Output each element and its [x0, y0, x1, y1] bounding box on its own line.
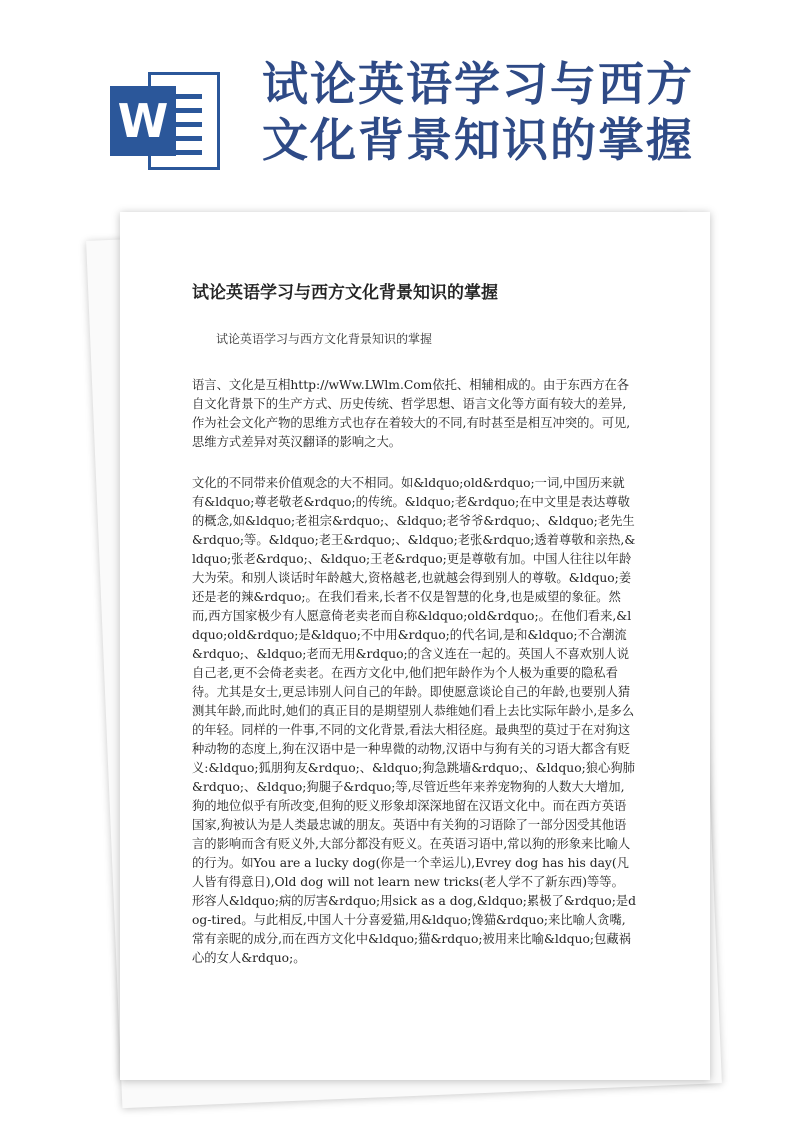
document-page: [120, 212, 710, 1080]
word-logo-letter: W: [110, 86, 176, 156]
document-subtitle: 试论英语学习与西方文化背景知识的掌握: [216, 332, 433, 346]
document-title: 试论英语学习与西方文化背景知识的掌握: [192, 283, 498, 303]
header: [0, 0, 800, 200]
paragraph-2: 文化的不同带来价值观念的大不相同。如&ldquo;old&rdquo;一词,中国历来就有&ldquo;尊老敬老&rdquo;的传统。&ldquo;老&rdquo;在中文里是表达尊敬的概念,如&ldquo;老祖宗&rdquo;、&ldquo;老爷爷&rdquo;、&ldquo;老先生&rdquo;等。&ldquo;老王&rdquo;、&ldquo;老张&rdquo;透着尊敬和亲热,&ldquo;张老&rdquo;、&ldquo;王老&rdquo;更是尊敬有加。中国人往往以年龄大为荣。和别人谈话时年龄越大,资格越老,也就越会得到别人的尊敬。&ldquo;姜还是老的辣&rdquo;。在我们看来,长者不仅是智慧的化身,也是威望的象征。然而,西方国家极少有人愿意倚老卖老而自称&ldquo;old&rdquo;。在他们看来,&ldquo;old&rdquo;是&ldquo;不中用&rdquo;的代名词,是和&ldquo;不合潮流&rdquo;、&ldquo;老而无用&rdquo;的含义连在一起的。英国人不喜欢别人说自己老,更不会倚老卖老。在西方文化中,他们把年龄作为个人极为重要的隐私看待。尤其是女士,更忌讳别人问自己的年龄。即使愿意谈论自己的年龄,也要别人猜测其年龄,而此时,她们的真正目的是期望别人恭维她们看上去比实际年龄小,是多么的年轻。同样的一件事,不同的文化背景,看法大相径庭。最典型的莫过于在对狗这种动物的态度上,狗在汉语中是一种卑微的动物,汉语中与狗有关的习语大都含有贬义:&ldquo;狐朋狗友&rdquo;、&ldquo;狗急跳墙&rdquo;、&ldquo;狼心狗肺&rdquo;、&ldquo;狗腿子&rdquo;等,尽管近些年来养宠物狗的人数大大增加,狗的地位似乎有所改变,但狗的贬义形象却深深地留在汉语文化中。而在西方英语国家,狗被认为是人类最忠诚的朋友。英语中有关狗的习语除了一部分因受其他语言的影响而含有贬义外,大部分都没有贬义。在英语习语中,常以狗的形象来比喻人的行为。如You are a lucky dog(你是一个幸运儿),Evrey dog has his day(凡人皆有得意日),Old dog will not learn new tricks(老人学不了新东西)等等。形容人&ldquo;病的厉害&rdquo;用sick as a dog,&ldquo;累极了&rdquo;是dog-tired。与此相反,中国人十分喜爱猫,用&ldquo;馋猫&rdquo;来比喻人贪嘴,常有亲昵的成分,而在西方文化中&ldquo;猫&rdquo;被用来比喻&ldquo;包藏祸心的女人&rdquo;。: [192, 476, 637, 965]
page-title: 试论英语学习与西方文化背景知识的掌握: [262, 57, 694, 167]
paragraph-1: 语言、文化是互相http://wWw.LWlm.Com依托、相辅相成的。由于东西方在各自文化背景下的生产方式、历史传统、哲学思想、语言文化等方面有较大的差异,作为社会文化产物的思维方式也存在着较大的不同,有时甚至是相互冲突的。可见,思维方式差异对英汉翻译的影响之大。: [192, 378, 631, 449]
word-icon: [110, 72, 220, 170]
document-body: [192, 376, 636, 990]
